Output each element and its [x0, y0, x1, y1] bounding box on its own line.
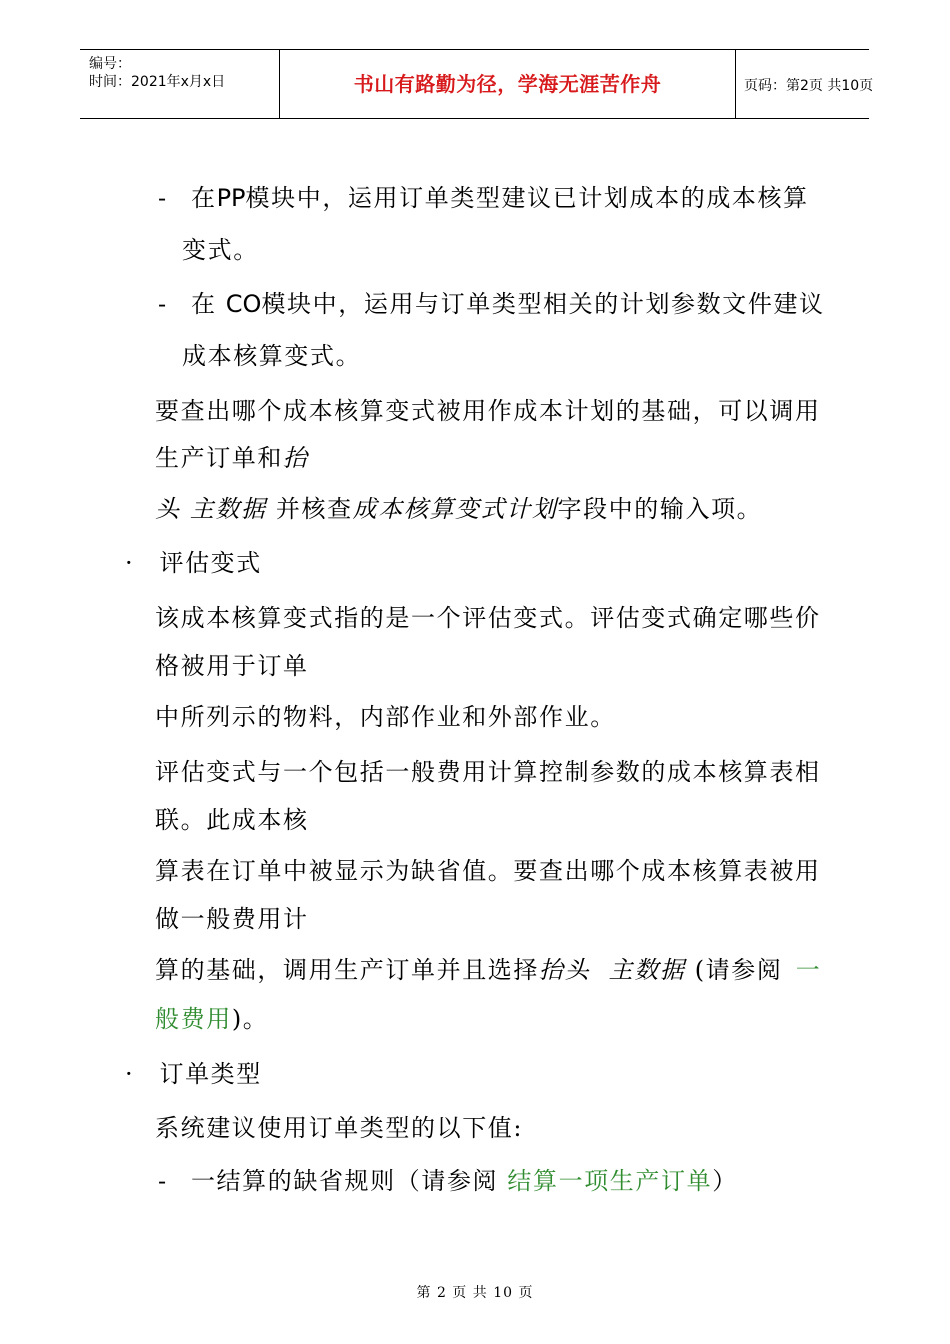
time-label: 时间：2021年x月x日: [89, 74, 226, 90]
bullet-2: [125, 1059, 262, 1089]
link-settle-order[interactable]: 结算一项生产订单: [507, 1167, 713, 1195]
page-info: 页码：第2页 共10页: [744, 78, 874, 94]
text: 一结算的缺省规则（请参阅: [190, 1167, 508, 1195]
text: 字段中的输入项。: [557, 495, 763, 523]
italic-text: 成本核算变式计划: [352, 495, 558, 523]
text: 生产订单和: [155, 444, 283, 472]
text: 模块中，运用订单类型建议已计划成本的成本核算: [245, 184, 809, 212]
bullet-marker: ·: [125, 1060, 135, 1088]
line-7: [155, 494, 762, 524]
page-header: [80, 49, 874, 119]
link-general-cost-2[interactable]: 般费用: [155, 1005, 232, 1033]
line-15: [155, 955, 821, 985]
header-page-cell: [735, 50, 874, 118]
line-4: 成本核算变式。: [182, 342, 362, 370]
line-12: 联。此成本核: [155, 806, 309, 834]
header-meta-cell: [80, 50, 279, 118]
dash-marker: -: [158, 1167, 168, 1195]
italic-text: 抬头 主数据: [539, 956, 686, 984]
dash-marker: -: [158, 184, 168, 212]
line-10: 中所列示的物料，内部作业和外部作业。: [155, 703, 616, 731]
italic-text: 头 主数据: [155, 495, 267, 523]
line-3: [158, 289, 825, 319]
line-16: [155, 1004, 268, 1034]
line-6: [155, 443, 309, 473]
text: PP: [216, 184, 246, 212]
motto: 书山有路勤为径，学海无涯苦作舟: [353, 72, 662, 96]
line-13: 算表在订单中被显示为缺省值。要查出哪个成本核算表被用: [155, 857, 821, 885]
text: 并核查: [266, 495, 353, 523]
bullet-heading: 评估变式: [159, 549, 262, 577]
bullet-marker: ·: [125, 549, 135, 577]
line-18: [158, 1166, 738, 1196]
link-general-cost-1[interactable]: 一: [795, 956, 822, 984]
text: ）: [712, 1167, 738, 1195]
line-2: 变式。: [182, 236, 259, 264]
text: )。: [231, 1005, 269, 1033]
number-label: 编号：: [89, 56, 131, 72]
line-1: [158, 183, 809, 213]
text: 算的基础，调用生产订单并且选择: [155, 956, 539, 984]
line-17: 系统建议使用订单类型的以下值:: [155, 1114, 524, 1142]
text: 在: [190, 290, 226, 318]
text: CO: [225, 290, 262, 318]
header-motto-cell: [279, 50, 736, 118]
line-14: 做一般费用计: [155, 905, 309, 933]
text: 在: [190, 184, 217, 212]
line-8: 该成本核算变式指的是一个评估变式。评估变式确定哪些价: [155, 604, 821, 632]
page-footer: 第 2 页 共 10 页: [416, 1285, 534, 1301]
line-9: 格被用于订单: [155, 652, 309, 680]
italic-text: 抬: [283, 444, 309, 472]
bullet-heading: 订单类型: [159, 1060, 262, 1088]
text: (请参阅: [685, 956, 792, 984]
text: 模块中，运用与订单类型相关的计划参数文件建议: [261, 290, 825, 318]
line-5: 要查出哪个成本核算变式被用作成本计划的基础，可以调用: [155, 397, 821, 425]
bullet-1: [125, 548, 262, 578]
line-11: 评估变式与一个包括一般费用计算控制参数的成本核算表相: [155, 758, 821, 786]
dash-marker: -: [158, 290, 168, 318]
